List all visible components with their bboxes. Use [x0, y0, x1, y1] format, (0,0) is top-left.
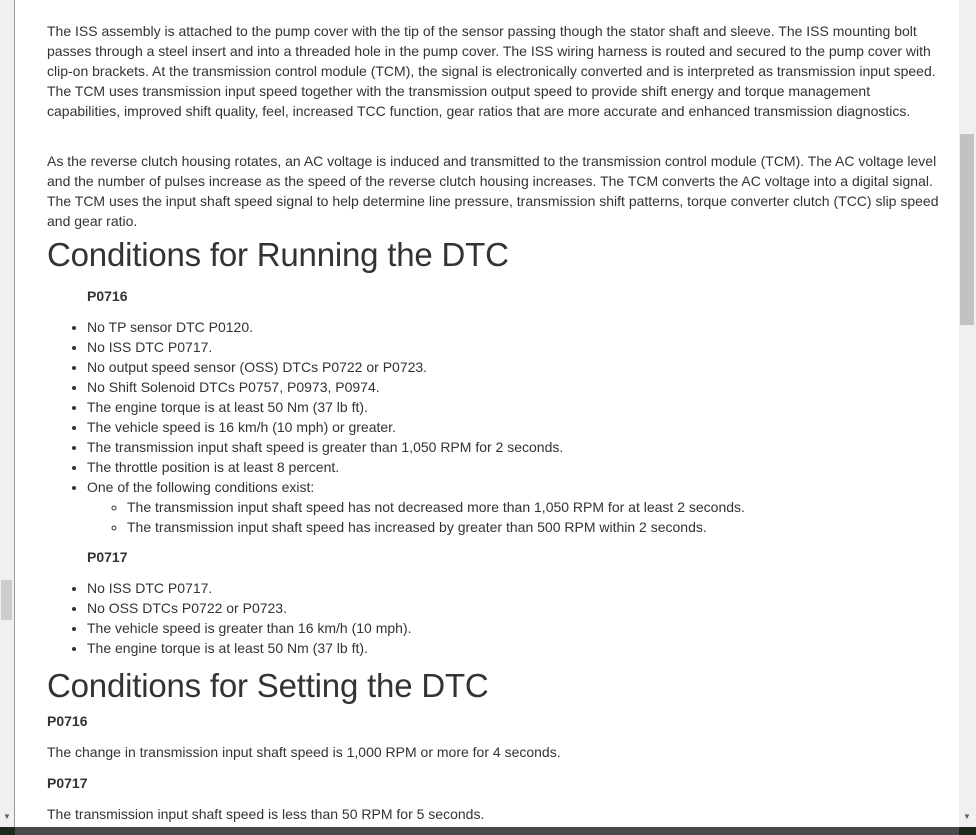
- list-item: • The vehicle speed is greater than 16 km/h (10 mph).: [87, 618, 947, 638]
- conditions-list-p0717: [47, 578, 947, 658]
- list-item: • The engine torque is at least 50 Nm (37 lb ft).: [87, 638, 947, 658]
- scroll-down-arrow-icon[interactable]: ▼: [963, 812, 971, 821]
- list-item: • The engine torque is at least 50 Nm (37 lb ft).: [87, 397, 947, 417]
- intro-paragraph: As the reverse clutch housing rotates, an AC voltage is induced and transmitted to the transmission control module (TCM). The AC voltage level and the number of pulses increase as the speed of the reverse clutch housing increases. The TCM converts the AC voltage into a digital signal. The TCM uses the input shaft speed signal to help determine line pressure, transmission shift patterns, torque converter clutch (TCC) slip speed and gear ratio.: [47, 153, 939, 229]
- left-scrollbar-thumb[interactable]: [1, 580, 12, 620]
- list-item: • No ISS DTC P0717.: [87, 578, 947, 598]
- section-heading-setting: Conditions for Setting the DTC: [47, 667, 489, 704]
- document-content: [47, 21, 947, 824]
- list-item: [87, 477, 947, 537]
- list-item: • No TP sensor DTC P0120.: [87, 317, 947, 337]
- sub-conditions-list: [87, 497, 947, 537]
- right-scrollbar[interactable]: [959, 0, 976, 835]
- sub-list-item: ◦ The transmission input shaft speed has not decreased more than 1,050 RPM for at least 2 seconds.: [127, 497, 947, 517]
- dtc-label-p0716: P0716: [47, 713, 88, 729]
- list-item: • The throttle position is at least 8 percent.: [87, 457, 947, 477]
- list-item: • The vehicle speed is 16 km/h (10 mph) or greater.: [87, 417, 947, 437]
- list-item: • The transmission input shaft speed is greater than 1,050 RPM for 2 seconds.: [87, 437, 947, 457]
- section-heading-running: Conditions for Running the DTC: [47, 236, 509, 273]
- right-scrollbar-thumb[interactable]: [960, 134, 974, 325]
- list-item: • No OSS DTCs P0722 or P0723.: [87, 598, 947, 618]
- horizontal-scrollbar[interactable]: [15, 827, 959, 835]
- list-item-text: One of the following conditions exist:: [87, 479, 315, 495]
- intro-paragraph: The ISS assembly is attached to the pump cover with the tip of the sensor passing though the stator shaft and sleeve. The ISS mounting bolt passes through a steel insert and into a threaded hole in the pump cover. The ISS wiring harness is routed and secured to the pump cover with clip-on brackets. At the transmission control module (TCM), the signal is electronically converted and is interpreted as transmission input speed. The TCM uses transmission input speed together with the transmission output speed to provide shift energy and torque management capabilities, improved shift quality, feel, increased TCC function, gear ratios that are more accurate and enhanced transmission diagnostics.: [47, 23, 936, 119]
- bottom-bar: [0, 827, 976, 835]
- sub-list-item: ◦ The transmission input shaft speed has increased by greater than 500 RPM within 2 seconds.: [127, 517, 947, 537]
- setting-condition-text: The transmission input shaft speed is less than 50 RPM for 5 seconds.: [47, 806, 485, 822]
- list-item: • No ISS DTC P0717.: [87, 337, 947, 357]
- list-item: • No output speed sensor (OSS) DTCs P0722 or P0723.: [87, 357, 947, 377]
- scroll-down-arrow-icon[interactable]: ▼: [3, 812, 11, 821]
- dtc-label-p0717: P0717: [87, 549, 128, 565]
- dtc-label-p0717: P0717: [47, 775, 88, 791]
- setting-condition-text: The change in transmission input shaft speed is 1,000 RPM or more for 4 seconds.: [47, 744, 561, 760]
- conditions-list-p0716: [47, 317, 947, 537]
- dtc-label-p0716: P0716: [87, 288, 128, 304]
- list-item: • No Shift Solenoid DTCs P0757, P0973, P0974.: [87, 377, 947, 397]
- left-scrollbar[interactable]: [0, 0, 15, 835]
